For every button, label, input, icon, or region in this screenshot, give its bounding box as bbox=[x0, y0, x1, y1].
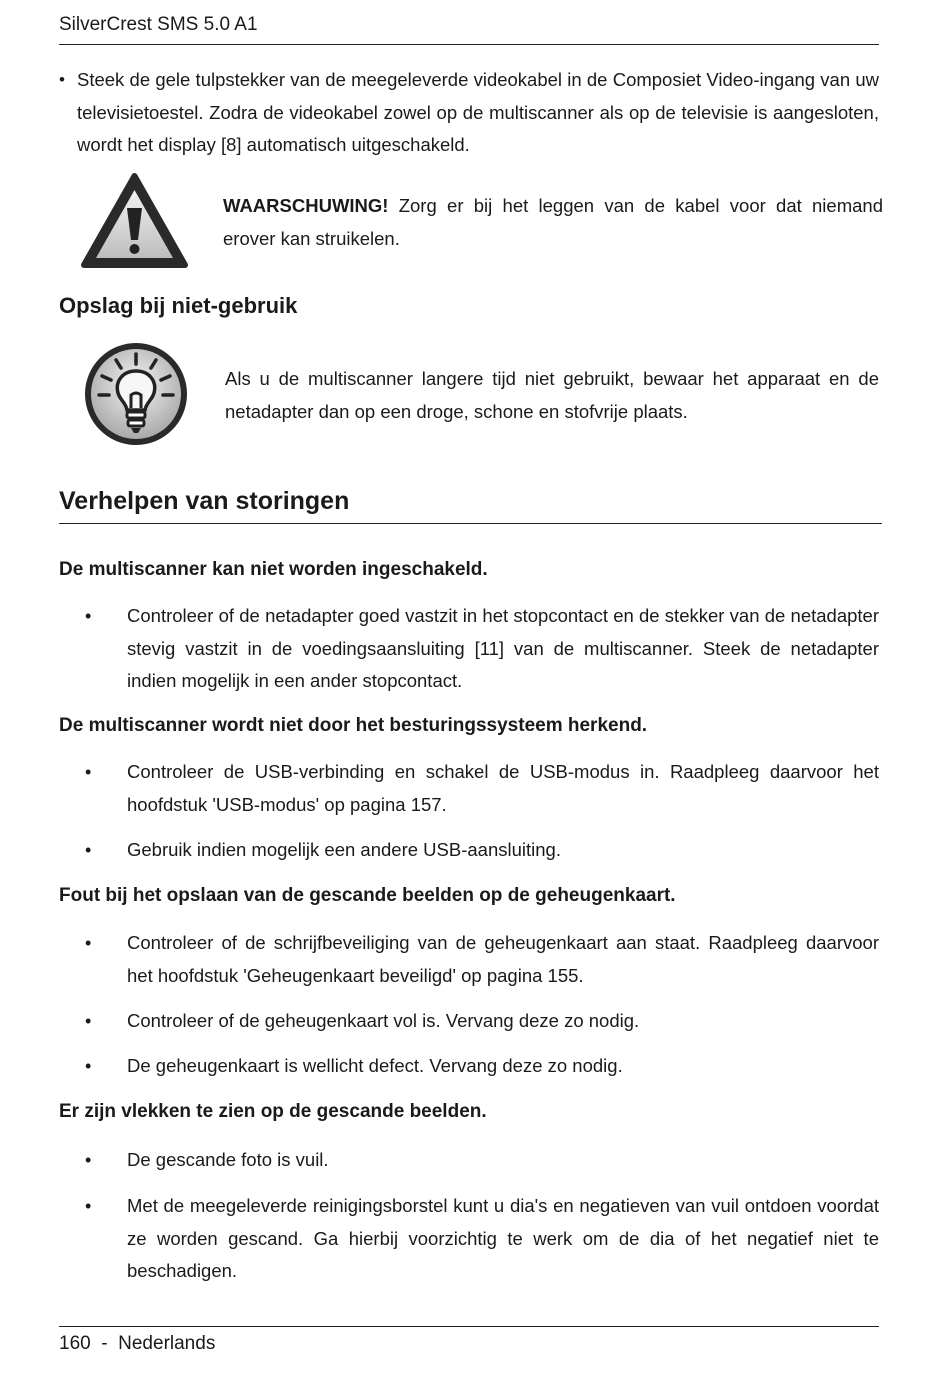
problem-heading: Er zijn vlekken te zien op de gescande beelden. bbox=[59, 1101, 487, 1122]
list-item bbox=[85, 927, 879, 992]
list-item-text: Controleer de USB-verbinding en schakel de USB-modus in. Raadpleeg daarvoor het hoofdstuk 'USB-modus' op pagina 157. bbox=[127, 761, 879, 815]
list-item bbox=[85, 1050, 879, 1083]
page-footer: 160 - Nederlands bbox=[59, 1333, 216, 1354]
warning-triangle-icon bbox=[80, 172, 189, 270]
list-item bbox=[85, 1005, 879, 1038]
header-divider bbox=[59, 44, 879, 45]
list-item bbox=[85, 600, 879, 698]
list-item-text: Controleer of de geheugenkaart vol is. Vervang deze zo nodig. bbox=[127, 1010, 640, 1031]
list-item-text: De gescande foto is vuil. bbox=[127, 1149, 329, 1170]
warning-text: Zorg er bij het leggen van de kabel voor dat niemand erover kan struikelen. bbox=[223, 195, 883, 249]
list-item-text: Controleer of de netadapter goed vastzit in het stopcontact en de stekker van de netadapter stevig vastzit in de voedingsaansluiting [11] van de multiscanner. Steek de netadapter indien mogelijk in een ander stopcontact. bbox=[127, 605, 879, 691]
problem-heading: De multiscanner wordt niet door het besturingssysteem herkend. bbox=[59, 715, 648, 736]
list-item-text: Met de meegeleverde reinigingsborstel kunt u dia's en negatieven van vuil ontdoen voordat ze worden gescand. Ga hierbij voorzichtig te werk om de dia of het negatief niet te beschadigen. bbox=[127, 1195, 879, 1281]
list-item-text: Gebruik indien mogelijk een andere USB-aansluiting. bbox=[127, 839, 561, 860]
list-item bbox=[85, 834, 879, 867]
bullet-dot: • bbox=[85, 1011, 92, 1031]
section-divider bbox=[59, 523, 882, 524]
bullet-dot: • bbox=[85, 1150, 92, 1170]
warning-note bbox=[223, 190, 883, 255]
bullet-dot: • bbox=[85, 762, 92, 782]
problem-heading: Fout bij het opslaan van de gescande beelden op de geheugenkaart. bbox=[59, 885, 676, 906]
bullet-dot: • bbox=[59, 70, 65, 89]
bullet-dot: • bbox=[85, 606, 92, 626]
list-item bbox=[85, 1144, 879, 1177]
troubleshooting-heading: Verhelpen van storingen bbox=[59, 487, 350, 515]
intro-bullet-text: Steek de gele tulpstekker van de meegeleverde videokabel in de Composiet Video-ingang van uw televisietoestel. Zodra de videokabel zowel op de multiscanner als op de televisie is aangesloten, wordt het display [8] automatisch uitgeschakeld. bbox=[77, 69, 879, 155]
bullet-dot: • bbox=[85, 840, 92, 860]
bullet-dot: • bbox=[85, 1196, 92, 1216]
intro-bullet-item bbox=[59, 64, 879, 162]
problem-heading: De multiscanner kan niet worden ingeschakeld. bbox=[59, 559, 488, 580]
footer-divider bbox=[59, 1326, 879, 1327]
warning-label: WAARSCHUWING! bbox=[223, 195, 389, 216]
bullet-dot: • bbox=[85, 933, 92, 953]
list-item-text: De geheugenkaart is wellicht defect. Vervang deze zo nodig. bbox=[127, 1055, 623, 1076]
storage-heading: Opslag bij niet-gebruik bbox=[59, 293, 298, 318]
storage-tip-text: Als u de multiscanner langere tijd niet gebruikt, bewaar het apparaat en de netadapter dan op een droge, schone en stofvrije plaats. bbox=[225, 368, 879, 422]
list-item bbox=[85, 1190, 879, 1288]
list-item bbox=[85, 756, 879, 821]
bullet-dot: • bbox=[85, 1056, 92, 1076]
running-header: SilverCrest SMS 5.0 A1 bbox=[59, 14, 258, 35]
list-item-text: Controleer of de schrijfbeveiliging van de geheugenkaart aan staat. Raadpleeg daarvoor het hoofdstuk 'Geheugenkaart beveiligd' op pagina 155. bbox=[127, 932, 879, 986]
lightbulb-tip-icon bbox=[82, 340, 190, 448]
